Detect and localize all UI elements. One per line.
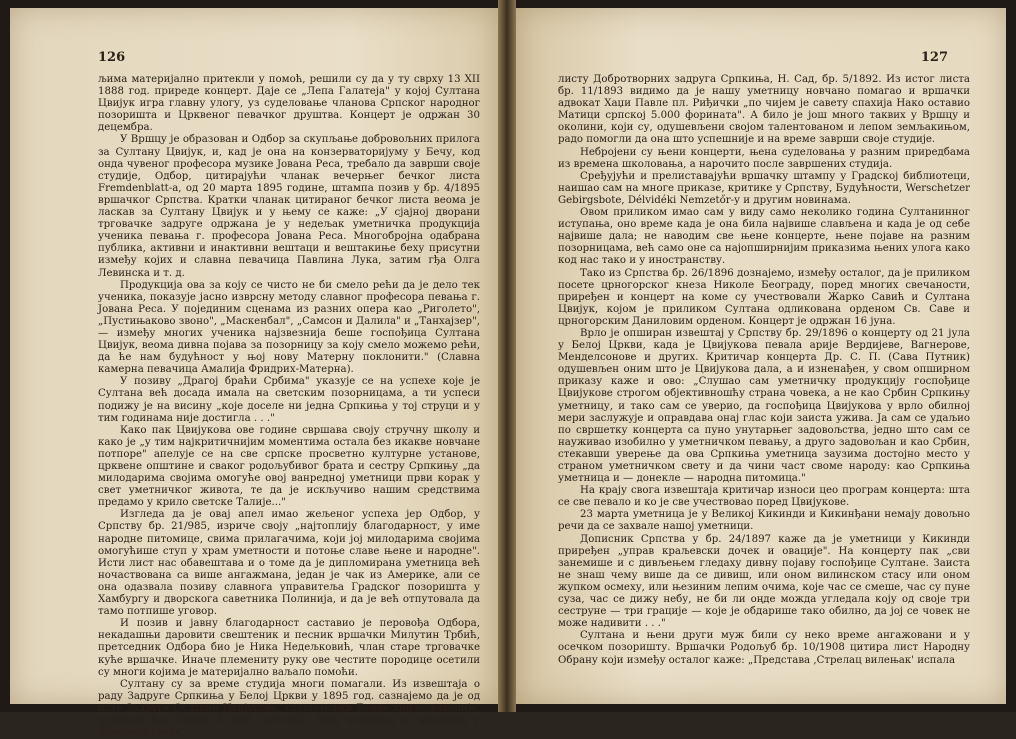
paragraph: И позив и јавну благодарност саставио је перовођа Одбора, некадашњи даровити свештеник и песник вршачки Милутин Трбић, претседник Одбора био је Ника Недељковић, члан старе трговачке куће вршачке. Иначе племениту руку ове честите породице осетили су многи којима је материјално ваљало помоћи.	[98, 618, 480, 678]
paragraph: Султана и њени други муж били су неко време ангажовани и у осечком позоришту. Вршачки Родољуб бр. 10/1908 цитира лист Народну Обрану који између осталог каже: „Представа ,Стрелац вилењак' испала	[558, 630, 970, 666]
paragraph: У позиву „Драгој браћи Србима" указује се на успехе које је Султана већ досада имала на светским позорницама, а ти успеси подижу је на висину „које доселе ни једна Српкиња у тој струци и у тим годинама није достигла . . ."	[98, 376, 480, 424]
page-number-right: 127	[920, 50, 948, 65]
right-page-text	[558, 74, 970, 667]
paragraph: Врло је опширан извештај у Српству бр. 29/1896 о концерту од 21 јула у Белој Цркви, када је Цвијукова певала арије Вердијеве, Вагнерове, Менделсонове и других. Критичар концерта Др. С. П. (Сава Путник) одушевљен оним што је Цвијукова дала, а и изненађен, у свом опширном приказу каже и ово: „Слушао сам уметничку продукцију госпођице Цвијукове строгом објективношћу страна човека, а не као Србин Српкињу уметницу, и тако сам се уверио, да госпођица Цвијукова у врло обилној мери заслужује и оправдава онај глас који заиста ужива. Ја сам се удаљио по свршетку концерта са пуно унутарњег задовољства, једно што сам се науживао изобилно у уметничком певању, а друго задовољан и као Србин, стекавши уверење да ова Српкиња уметница заузима достојно место у страном уметничком свету и да чини част своме народу: као Српкиња уметница и — донекле — народна питомица."	[558, 327, 970, 485]
paragraph: Дописник Српства у бр. 24/1897 каже да је уметници у Кикинди приређен „управ краљевски дочек и овације". На концерту пак „сви занемише и с дивљењем гледаху дивну појаву госпођице Султане. Заиста не знаш чему више да се дивиш, или оном вилинском стасу или оном жупком осмеху, или њезиним лепим очима, које час се смеше, час су пуне суза, час се дижу небу, не би ли оңде можда угледала коју од своје три сеструне — три грације — које је обдарише тако обилно, да јој се човек не може надивити . . ."	[558, 533, 970, 630]
page-number-left: 126	[98, 50, 126, 65]
paragraph: Сређујући и прелиставајући вршачку штампу у Градској библиотеци, наишао сам на многе приказе, критике у Српству, Будућности, Werschetzer Gebirgsbote, Délvidéki Nemzetőr-у и другим новинама.	[558, 170, 970, 206]
paragraph: Султану су за време студија многи помагали. Из извештаја о раду Задруге Српкиња у Белој Цркви у 1895 год. сазнајемо да је од исте Задруге Султана Цвијукова, слушатељка Бечке конзерваторије, примала као помоћ 5 фор. месечно. Овај извештај је штампан у Женском свету,	[98, 678, 480, 739]
paragraph: У Вршцу је образован и Одбор за скупљање добровољних прилога за Султану Цвијук, и, кад је она на конзерваторијуму у Бечу, код онда чувеног професора музике Јована Реса, требало да заврши своје студије, Одбор, цитирајући чланак вечерњег бечког листа Fremdenblatt-а, од 20 марта 1895 године, штампа позив у бр. 4/1895 вршачког Српства. Кратки чланак цитираног бечког листа веома је ласкав за Султану Цвијук и у њему се каже: „У сјајној дворани трговачке задруге одржана је у недељак уметничка продукција ученика певања г. професора Јована Реса. Многобројна одабрана публика, активни и инактивни вештаци и вештакиње беху присутни између којих и славна певачица Павлина Лука, затим гђа Олга Левинска и т. д.	[98, 134, 480, 279]
paragraph: Изгледа да је овај апел имао жељеног успеха јер Одбор, у Српству бр. 21/985, изриче своју „најтоплију благодарност, у име народне питомице, свима прилагачима, који јој милодарима својима омогућише ступ у храм уметности и потоње славе њене и народне". Исти лист нас обавештава и о томе да је дипломирана уметница већ ночаствована са више ангажмана, један је чак из Америке, али се она одазвала позиву славнога управитеља Градског позоришта у Хамбургу и дворскога саветника Полинија, и да је већ отпутовала да тамо потпише уговор.	[98, 509, 480, 618]
paragraph: 23 марта уметница је у Великој Кикинди и Кикинђани немају довољно речи да се захвале нашој уметници.	[558, 509, 970, 533]
book-gutter	[498, 0, 516, 712]
left-page	[10, 8, 498, 739]
left-page-text	[98, 74, 480, 739]
paragraph: Како пак Цвијукова ове године свршава своју стручну школу и како је „у тим најкритичнијим моментима остала без икакве новчане потпоре" апелује се на све српске просветно културне установе, црквене општине и сваког родољубивог брата и сестру Српкињу „да милодарима својима омогуће овој ванредној уметници први корак у свет уметничког живота, те да је искључиво нашим средствима предамо у крило светске Талије..."	[98, 424, 480, 509]
paragraph: листу Добротворних задруга Српкиња, Н. Сад, бр. 5/1892. Из истог листа бр. 11/1893 видимо да је нашу уметницу новчано помагао и вршачки адвокат Хаџи Павле пл. Риђички „по чијем је савету спахија Нако оставио Матици српској 5.000 форината". А било је још много таквих у Вршцу и околини, који су, одушевљени својом талентованом и лепом земљакињом, радо помогли да она што успешније и на време заврши своје студије.	[558, 74, 970, 146]
paragraph: Тако из Српства бр. 26/1896 дознајемо, између осталог, да је приликом посете црногорског кнеза Николе Београду, поред многих свечаности, приређен и концерт на коме су учествовали Жарко Савић и Султана Цвијук, којом је приликом Султана одликована орденом Св. Саве и црногорским Даниловим орденом. Концерт је одржан 16 јуна.	[558, 267, 970, 327]
paragraph: Продукција ова за коју се чисто не би смело рећи да је дело тек ученика, показује јасно изврсну методу славног професора певања г. Јована Реса. У појединим сценама из разних опера као „Риголето", „Пустињаково звоно", „Маскенбал", „Самсон и Далила" и „Танхајзер", — између многих ученика најзвезнија беше госпођица Султана Цвијук, веома дивна појава за позорницу за коју смело можемо рећи, да ће нам будућност у њој нову Матерну поклонити." (Славна камерна певачица Амалија Фридрих-Матерна).	[98, 279, 480, 376]
paragraph: На крају свога извештаја критичар износи цео програм концерта: шта се све певало и ко је све учествовао поред Цвијукове.	[558, 485, 970, 509]
right-page	[516, 8, 1006, 704]
paragraph: љима материјално притекли у помоћ, решили су да у ту сврху 13 XII 1888 год. приреде концерт. Даје се „Лепа Галатеја" у којој Султана Цвијук игра главну улогу, уз суделовање чланова Српског народног позоришта и Црквеног певачког друштва. Концерт је одржан 30 децембра.	[98, 74, 480, 134]
paragraph: Овом приликом имао сам у виду само неколико година Султанинног иступања, оно време када је она била највише слављена и када је од себе највише дала; не наводим све њене концерте, њене појаве на разним позорницама, већ само оне са најопширнијим приказима њених улога како код нас тако и у иностранству.	[558, 207, 970, 267]
paragraph: Небројени су њени концерти, њена суделовања у разним приредбама из времена школовања, а нарочито после завршених студија.	[558, 146, 970, 170]
